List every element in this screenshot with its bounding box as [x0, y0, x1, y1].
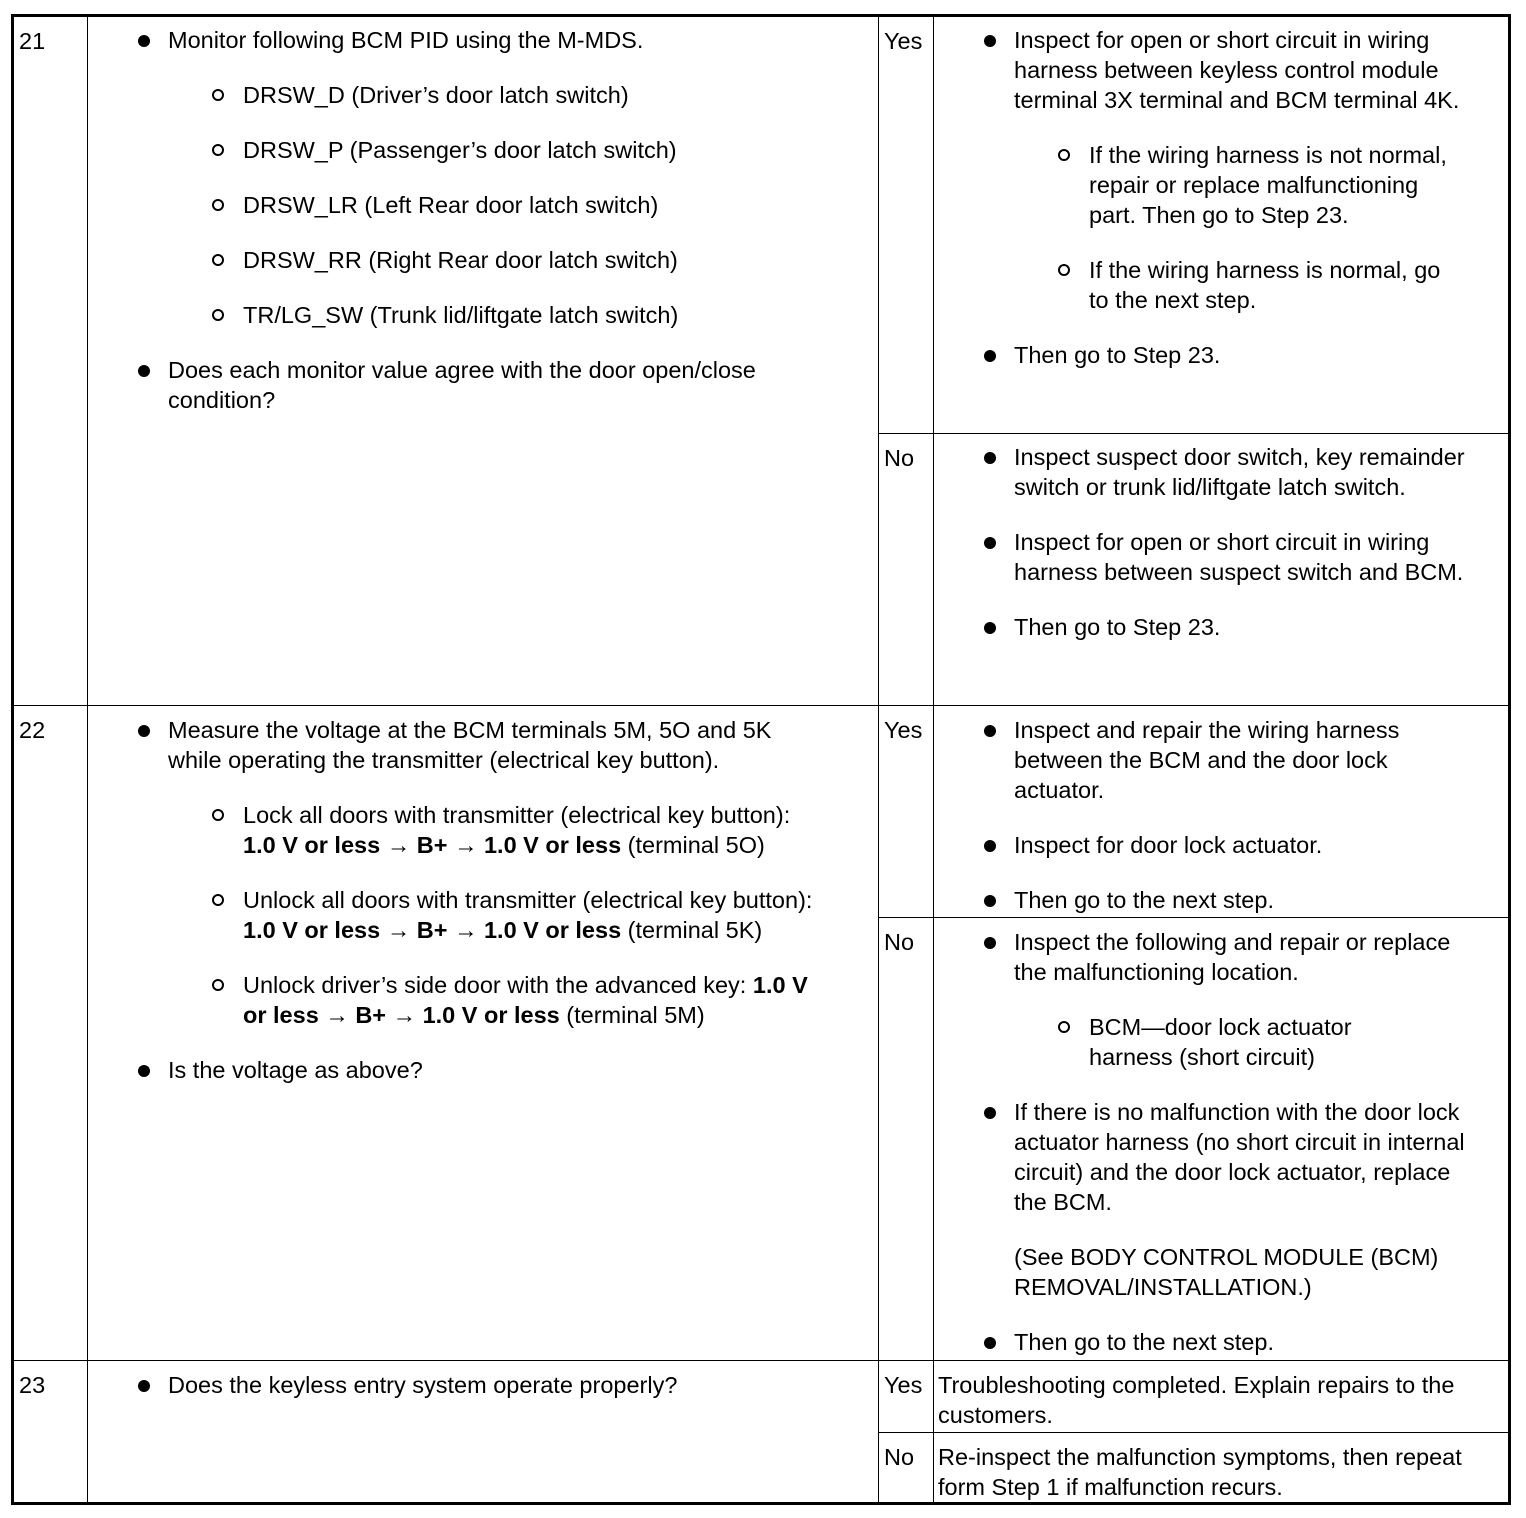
list-item: Inspect suspect door switch, key remainder switch or trunk lid/liftgate latch switch. — [1014, 442, 1484, 502]
sub-list-item: TR/LG_SW (Trunk lid/liftgate latch switch) — [243, 300, 868, 330]
circle-bullet-icon — [212, 979, 224, 991]
list-item: Then go to the next step. — [1014, 885, 1444, 915]
result-divider — [878, 917, 1508, 918]
result-cell — [1014, 715, 1444, 915]
list-item: Inspect for open or short circuit in wiring harness between keyless control module terminal 3X terminal and BCM terminal 4K. If the wiring harness is not normal, repair or replace malfunctioning part. Then go to Step 23. If the wiring harness is normal, go to the next step. — [1014, 25, 1484, 315]
sub-list-item: If the wiring harness is normal, go to the next step. — [1089, 255, 1449, 315]
sub-list-item: If the wiring harness is not normal, repair or replace malfunctioning part. Then go to Step 23. — [1089, 140, 1449, 230]
list-item: Does the keyless entry system operate properly? — [168, 1370, 868, 1400]
bullet-icon — [984, 895, 996, 907]
result-cell — [1014, 442, 1484, 642]
list-item: Then go to Step 23. — [1014, 612, 1484, 642]
circle-bullet-icon — [212, 144, 224, 156]
troubleshooting-table — [11, 14, 1511, 1505]
circle-bullet-icon — [212, 199, 224, 211]
answer-label: Yes — [884, 28, 923, 54]
column-divider — [878, 17, 879, 1502]
sub-list-item: DRSW_LR (Left Rear door latch switch) — [243, 190, 868, 220]
bullet-icon — [984, 350, 996, 362]
answer-label: Yes — [884, 1372, 923, 1398]
column-divider — [933, 17, 934, 1502]
result-divider — [878, 433, 1508, 434]
bullet-icon — [984, 725, 996, 737]
sub-list-item: DRSW_D (Driver’s door latch switch) — [243, 80, 868, 110]
sub-list-item: BCM—door lock actuator harness (short circuit) — [1089, 1012, 1389, 1072]
column-divider — [87, 17, 88, 1502]
answer-label: Yes — [884, 717, 923, 743]
action-cell — [168, 25, 868, 415]
row-divider — [14, 1360, 1508, 1361]
list-item: Does each monitor value agree with the door open/close condition? — [168, 355, 808, 415]
list-item: Inspect for open or short circuit in wiring harness between suspect switch and BCM. — [1014, 527, 1484, 587]
step-number: 23 — [19, 1372, 46, 1398]
sub-list-item: Lock all doors with transmitter (electrical key button): 1.0 V or less → B+ → 1.0 V or less (terminal 5O) — [243, 800, 828, 860]
bullet-icon — [984, 1337, 996, 1349]
circle-bullet-icon — [212, 89, 224, 101]
answer-label: No — [884, 929, 915, 955]
circle-bullet-icon — [1058, 1021, 1070, 1033]
step-number: 22 — [19, 717, 46, 743]
circle-bullet-icon — [212, 809, 224, 821]
bullet-icon — [138, 35, 150, 47]
list-item: Then go to Step 23. — [1014, 340, 1484, 370]
sub-list-item: DRSW_RR (Right Rear door latch switch) — [243, 245, 868, 275]
circle-bullet-icon — [212, 894, 224, 906]
circle-bullet-icon — [212, 254, 224, 266]
reference-note: (See BODY CONTROL MODULE (BCM) REMOVAL/INSTALLATION.) — [1014, 1244, 1439, 1300]
result-divider — [878, 1432, 1508, 1433]
list-item: Inspect the following and repair or replace the malfunctioning location. BCM—door lock actuator harness (short circuit) — [1014, 927, 1489, 1072]
result-cell — [1014, 25, 1484, 370]
result-cell — [1014, 927, 1489, 1357]
list-item: If there is no malfunction with the door lock actuator harness (no short circuit in internal circuit) and the door lock actuator, replace the BCM. (See BODY CONTROL MODULE (BCM) REMOVAL/INSTALLATION.) — [1014, 1097, 1489, 1302]
list-item: Measure the voltage at the BCM terminals 5M, 5O and 5K while operating the transmitter (electrical key button). Lock all doors with transmitter (electrical key button): 1.0 V or less → B+ → 1.0 V or less (terminal 5O) Unlock all doors with transmitter (electrical key button): 1.0 V or less → B+ → 1.0 V or less (terminal 5K) Unlock driver’s side door with the advanced key: 1.0 V or less → B+ → 1.0 V or less (terminal 5M) — [168, 715, 828, 1030]
step-number: 21 — [19, 28, 46, 54]
list-item: Inspect and repair the wiring harness between the BCM and the door lock actuator. — [1014, 715, 1444, 805]
bullet-icon — [984, 840, 996, 852]
result-cell: Troubleshooting completed. Explain repairs to the customers. — [938, 1372, 1455, 1428]
row-divider — [14, 705, 1508, 706]
bullet-icon — [138, 1380, 150, 1392]
bullet-icon — [984, 1107, 996, 1119]
bullet-icon — [984, 452, 996, 464]
bullet-icon — [138, 365, 150, 377]
bullet-icon — [138, 725, 150, 737]
list-item: Is the voltage as above? — [168, 1055, 868, 1085]
bullet-icon — [984, 35, 996, 47]
result-cell: Re-inspect the malfunction symptoms, then repeat form Step 1 if malfunction recurs. — [938, 1444, 1462, 1500]
sub-list-item: Unlock driver’s side door with the advanced key: 1.0 V or less → B+ → 1.0 V or less (terminal 5M) — [243, 970, 828, 1030]
answer-label: No — [884, 1444, 915, 1470]
bullet-icon — [984, 622, 996, 634]
sub-list-item: Unlock all doors with transmitter (electrical key button): 1.0 V or less → B+ → 1.0 V or less (terminal 5K) — [243, 885, 828, 945]
list-item: Inspect for door lock actuator. — [1014, 830, 1444, 860]
bullet-icon — [138, 1065, 150, 1077]
action-cell — [168, 1370, 868, 1400]
answer-label: No — [884, 445, 915, 471]
circle-bullet-icon — [212, 309, 224, 321]
action-cell — [168, 715, 868, 1085]
list-item: Then go to the next step. — [1014, 1327, 1489, 1357]
circle-bullet-icon — [1058, 264, 1070, 276]
bullet-icon — [984, 937, 996, 949]
sub-list-item: DRSW_P (Passenger’s door latch switch) — [243, 135, 868, 165]
bullet-icon — [984, 537, 996, 549]
circle-bullet-icon — [1058, 149, 1070, 161]
list-item: Monitor following BCM PID using the M-MDS. DRSW_D (Driver’s door latch switch) DRSW_P (Passenger’s door latch switch) DRSW_LR (Left Rear door latch switch) DRSW_RR (Right Rear door latch switch) TR/LG_SW (Trunk lid/liftgate latch switch) — [168, 25, 868, 330]
